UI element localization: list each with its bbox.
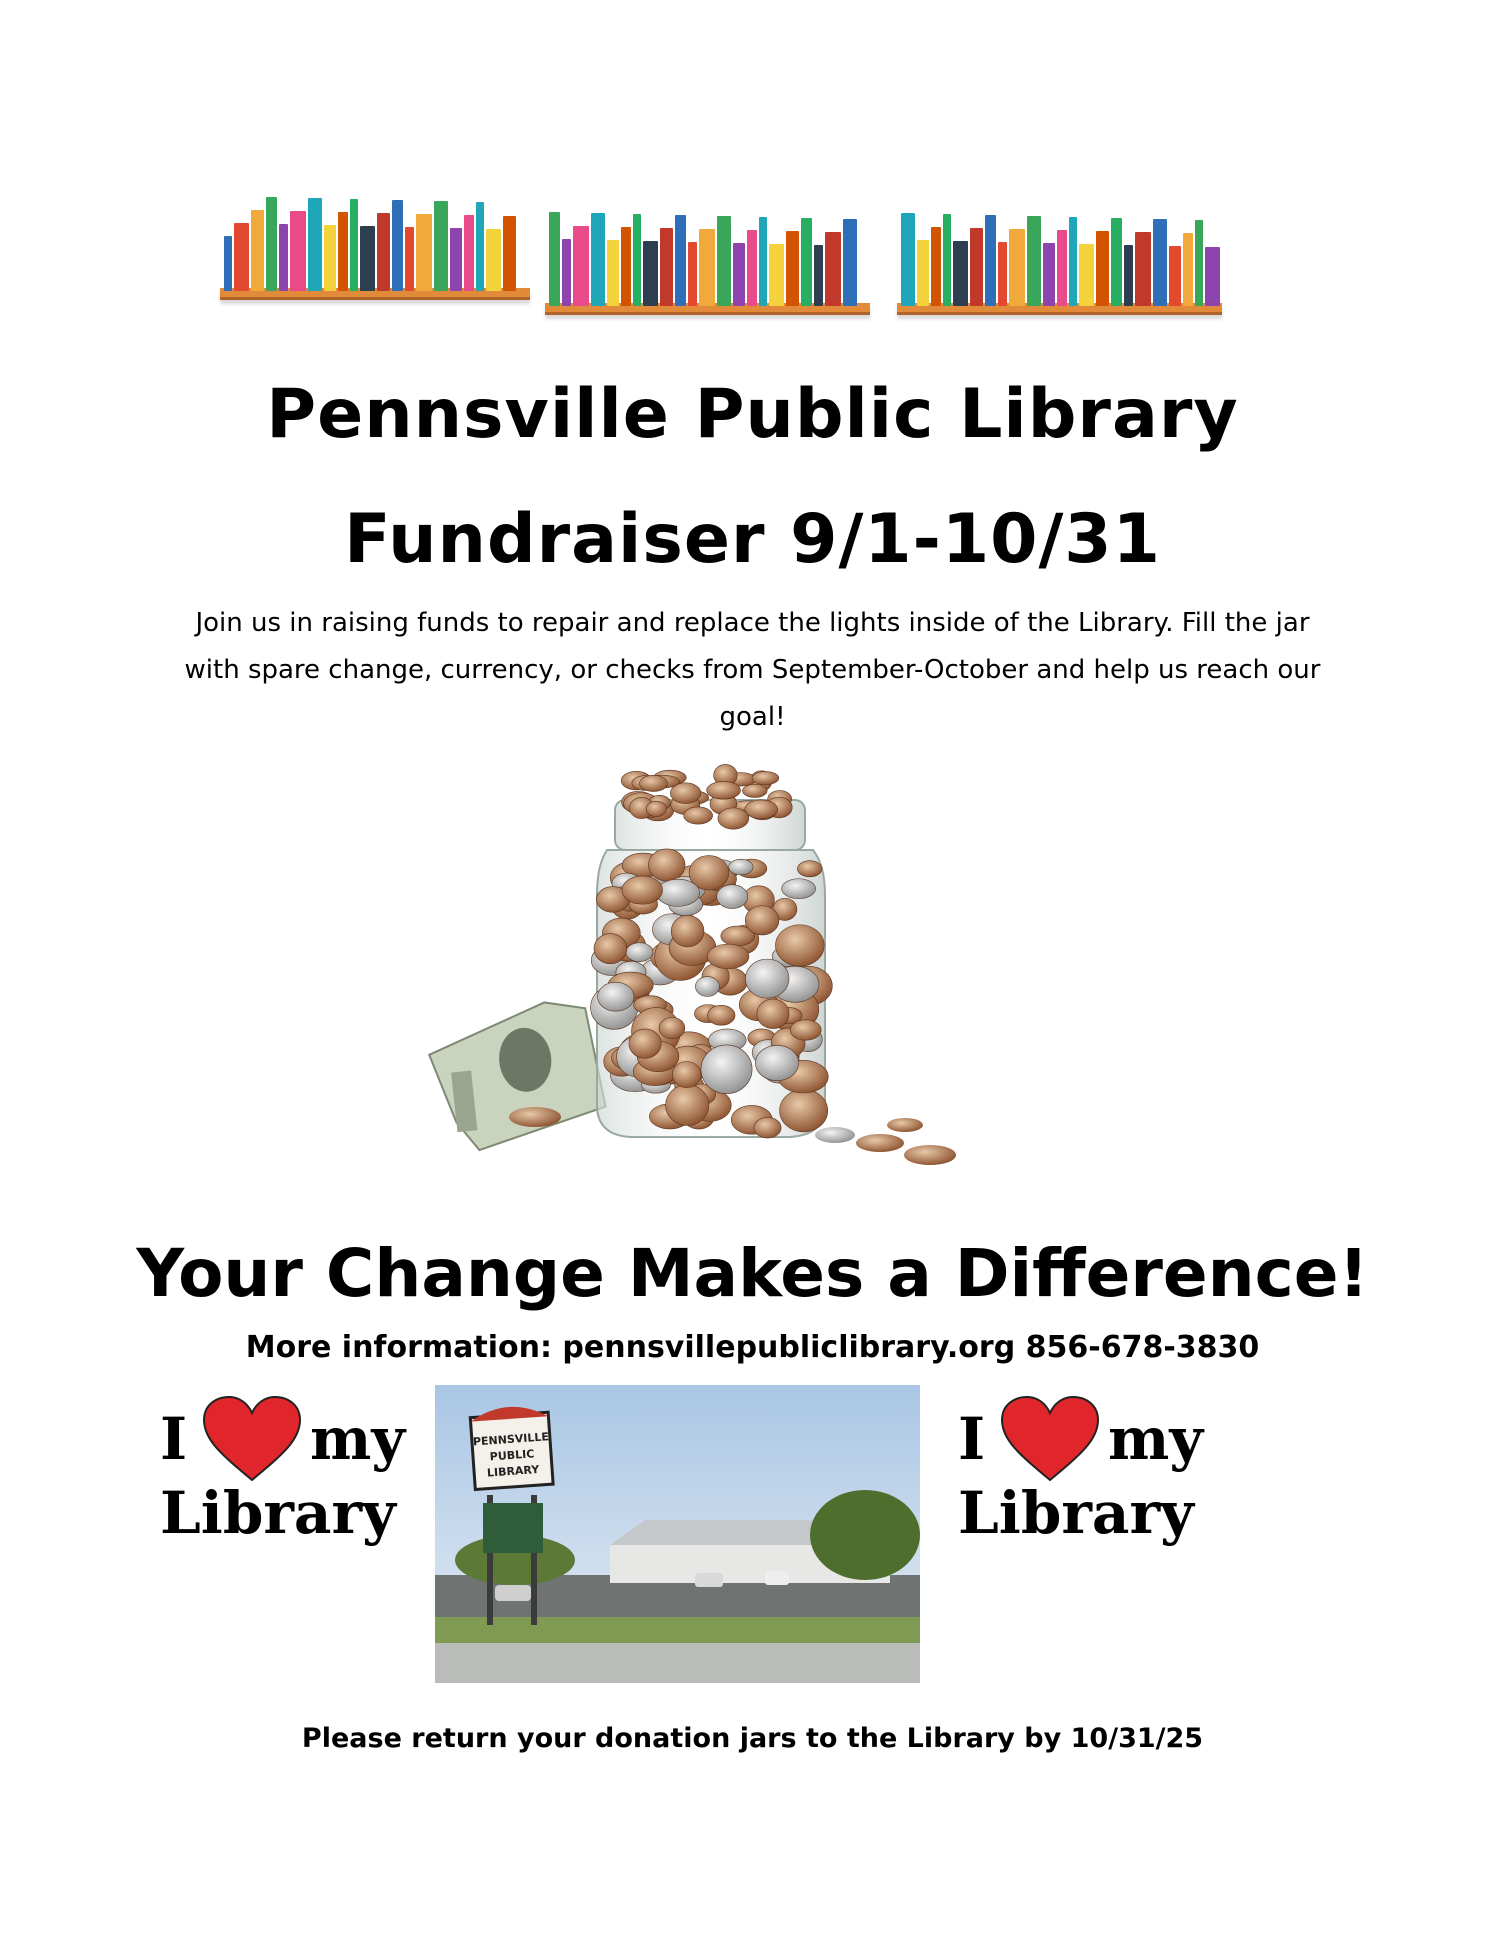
coin [656,879,699,906]
coin [797,861,822,877]
badge-word-i: I [958,1405,986,1473]
coin [745,906,779,935]
book-spine [251,210,264,291]
page-title: Pennsville Public Library [266,375,1239,454]
more-info-text: More information: pennsvillepubliclibrary.org 856-678-3830 [245,1330,1260,1365]
tagline: Your Change Makes a Difference! [136,1235,1369,1312]
book-spine [377,213,390,291]
coin [672,1061,701,1087]
book-spine [699,229,715,306]
coin [707,944,749,969]
book-spine [786,231,799,306]
coin [755,1045,798,1080]
book-spine [224,236,232,291]
book-spine [434,201,448,291]
book-spine [1153,219,1167,306]
book-spine [1096,231,1109,306]
book-spine [917,240,929,306]
coin [745,959,789,998]
coin [695,977,719,997]
book-spine [643,241,658,306]
book-spine [1195,220,1203,306]
book-spine [970,228,983,306]
page-subtitle: Fundraiser 9/1-10/31 [344,500,1161,579]
coin [752,772,779,785]
book-spine [324,225,336,291]
book-spine [350,199,358,291]
book-spine [717,216,731,306]
coin [639,775,667,791]
book-spine [549,212,560,306]
intro-paragraph: Join us in raising funds to repair and replace the lights inside of the Library. Fill the jar with spare change, currency, or checks from September-October and help us reach our goal! [184,608,1321,732]
book-spine [660,228,673,306]
coin [646,801,666,816]
book-spine [769,244,784,306]
book-spine [290,211,306,291]
book-spine [464,215,474,291]
coin [707,781,741,799]
book-spine [405,227,414,291]
book-spine [562,239,571,306]
book-spine [1069,217,1077,306]
book-spine [688,242,697,306]
book-spine [591,213,605,306]
book-spine [392,200,403,291]
book-spine [234,223,249,291]
book-spine [1043,243,1055,306]
coin [622,876,663,904]
coin [745,800,778,819]
coin [780,1089,828,1132]
sign-text-line1: PENNSVILLE [472,1430,550,1449]
bookshelf-middle [545,210,870,315]
coin [626,943,653,962]
coin [684,807,713,824]
i-love-my-library-badge-right [958,1405,1228,1575]
coin [775,925,824,966]
book-spine [1009,229,1025,306]
book-spine [1057,230,1067,306]
footer-note: Please return your donation jars to the Library by 10/31/25 [301,1723,1204,1754]
book-spine [266,197,277,291]
book-spine [607,240,619,306]
coin [754,1117,781,1138]
library-building-photo [435,1385,920,1683]
badge-word-library: Library [160,1479,396,1547]
book-spine [621,227,631,306]
coin [782,879,816,899]
book-spine [360,226,375,291]
book-spine [814,245,823,306]
book-spine [1135,232,1151,306]
coin [718,808,749,829]
coin [742,784,767,797]
book-spine [998,242,1007,306]
coin [594,934,627,964]
book-spine [843,219,857,306]
coin-jar-image [375,745,975,1175]
book-spine [1183,233,1193,306]
book-spine [733,243,745,306]
book-spine [503,216,516,291]
book-spine [476,202,484,291]
coin [729,859,754,874]
book-spine [338,212,348,291]
book-spine [1111,218,1122,306]
bookshelf-left [220,195,530,300]
coin [757,999,789,1029]
book-spine [943,214,951,306]
coin [717,885,748,909]
badge-word-my: my [310,1405,406,1473]
i-love-my-library-badge-left [160,1405,430,1575]
book-spine [1079,244,1094,306]
book-spine [450,228,462,291]
coin [708,1005,735,1025]
book-spine [279,224,288,291]
coin [671,915,704,947]
book-spine [759,217,767,306]
badge-word-my: my [1108,1405,1204,1473]
bookshelf-right [897,210,1222,315]
coin [629,1029,661,1058]
book-spine [747,230,757,306]
coin [666,1085,709,1126]
book-spine [825,232,841,306]
book-spine [953,241,968,306]
book-spine [1169,246,1181,306]
coin [701,1045,752,1094]
book-spine [573,226,589,306]
sign-text-line2: PUBLIC [489,1447,535,1464]
book-spine [1027,216,1041,306]
book-spine [901,213,915,306]
coin [598,982,634,1011]
book-spine [416,214,432,291]
book-spine [985,215,996,306]
coin [790,1020,821,1040]
book-spine [486,229,501,291]
book-spine [931,227,941,306]
book-spine [1124,245,1133,306]
coin [648,849,685,881]
book-spine [1205,247,1220,306]
book-spine [801,218,812,306]
sign-text-line3: LIBRARY [486,1463,540,1480]
badge-word-library: Library [958,1479,1194,1547]
book-spine [675,215,686,306]
badge-word-i: I [160,1405,188,1473]
book-spine [633,214,641,306]
book-spine [308,198,322,291]
coin [659,1017,685,1038]
